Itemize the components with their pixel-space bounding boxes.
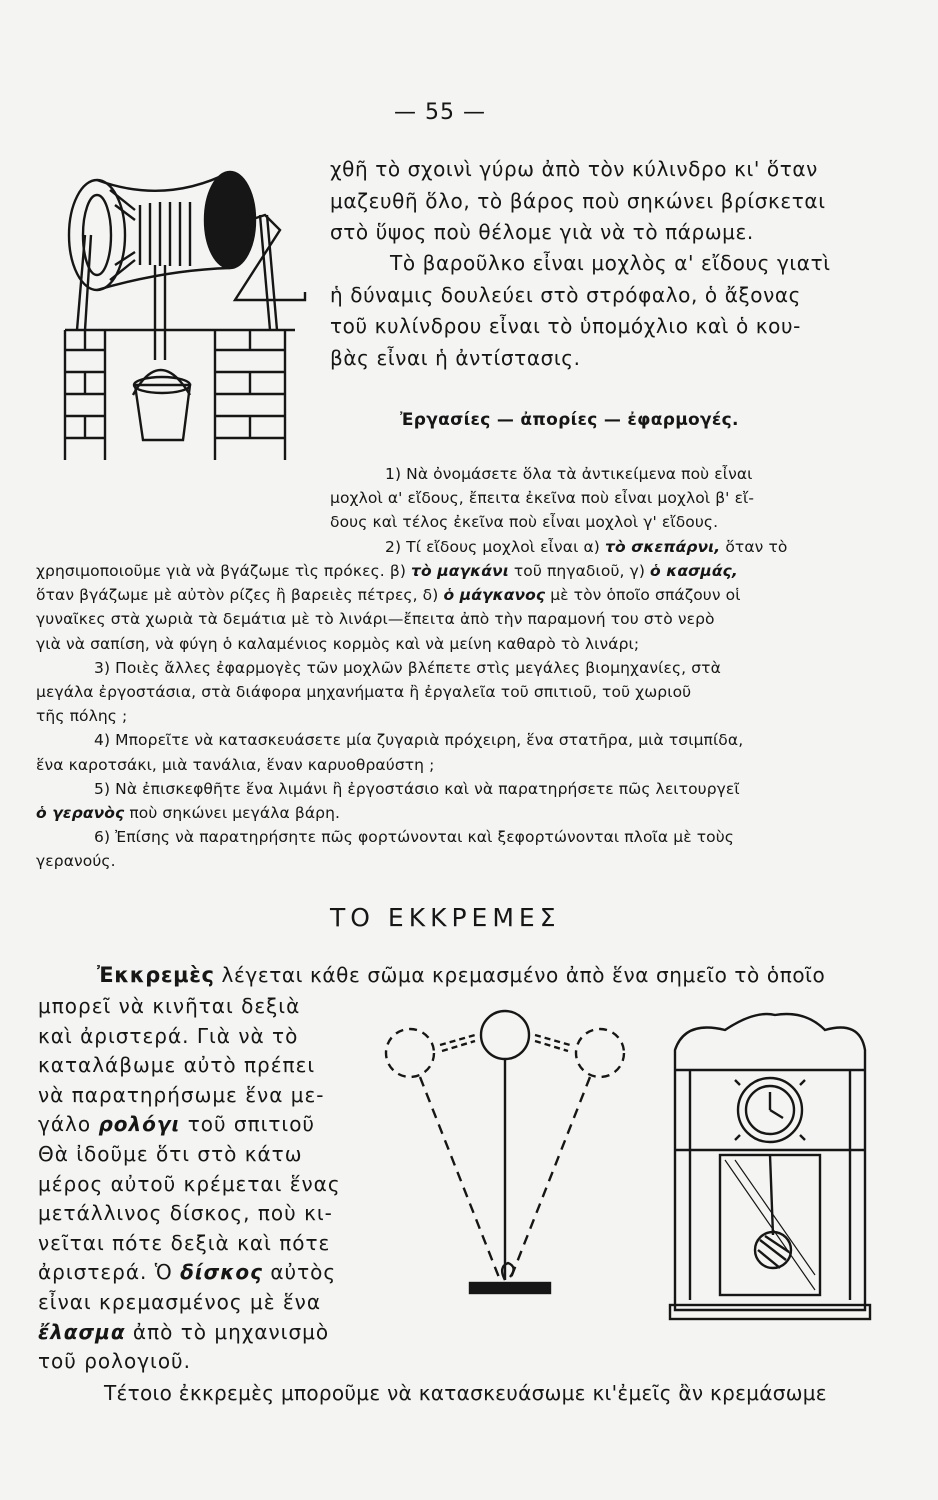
page-number: — 55 — [394, 100, 486, 125]
text-line: ἔλασμα ἀπὸ τὸ μηχανισμὸ [38, 1319, 330, 1344]
text-line: γιὰ νὰ σαπίση, νὰ φύγη ὁ καλαμένιος κορμὸς καὶ νὰ μείνη καθαρὸ τὸ λινάρι; [36, 634, 640, 653]
text-line: καὶ ἀριστερά. Γιὰ νὰ τὸ [38, 1023, 299, 1048]
text-line: νεῖται πότε δεξιὰ καὶ πότε [38, 1230, 331, 1255]
text-line: Θὰ ἰδοῦμε ὅτι στὸ κάτω [38, 1141, 303, 1166]
text-line: τοῦ ρολογιοῦ. [38, 1349, 191, 1374]
section-title: ΤΟ ΕΚΚΡΕΜΕΣ [330, 903, 561, 932]
text-line: νὰ παρατηρήσωμε ἕνα με- [38, 1082, 325, 1107]
text-line: 3) Ποιὲς ἄλλες ἐφαρμογὲς τῶν μοχλῶν βλέπετε στὶς μεγάλες βιομηχανίες, στὰ [94, 658, 721, 677]
text-line: μαζευθῆ ὅλο, τὸ βάρος ποὺ σηκώνει βρίσκεται [330, 188, 826, 213]
wall-clock-illustration [665, 1010, 875, 1330]
text-line: 5) Νὰ ἐπισκεφθῆτε ἕνα λιμάνι ἢ ἐργοστάσιο καὶ νὰ παρατηρήσετε πῶς λειτουργεῖ [94, 779, 740, 798]
text-line: χρησιμοποιοῦμε γιὰ νὰ βγάζωμε τὶς πρόκες. β) τὸ μαγκάνι τοῦ πηγαδιοῦ, γ) ὁ κασμάς, [36, 562, 738, 580]
text-line: ὅταν βγάζωμε μὲ αὐτὸν ρίζες ἢ βαρειὲς πέτρες, δ) ὁ μάγκανος μὲ τὸν ὁποῖο σπάζουν οἱ [36, 586, 741, 605]
text-line: μπορεῖ νὰ κινῆται δεξιὰ [38, 994, 301, 1018]
text-line: ἡ δύναμις δουλεύει στὸ στρόφαλο, ὁ ἄξονας [330, 282, 801, 307]
text-line: Τέτοιο ἐκκρεμὲς μποροῦμε νὰ κατασκευάσωμε κι'ἐμεῖς ἂν κρεμάσωμε [104, 1381, 827, 1405]
text-line: 2) Τί εἴδους μοχλοὶ εἶναι α) τὸ σκεπάρνι, ὅταν τὸ [385, 537, 788, 556]
exercises-heading: Ἐργασίες — ἀπορίες — ἐφαρμογές. [400, 410, 739, 430]
text-line: χθῆ τὸ σχοινὶ γύρω ἀπὸ τὸν κύλινδρο κι' ὅταν [330, 157, 818, 181]
pendulum-diagram [380, 1005, 640, 1325]
text-line: στὸ ὕψος ποὺ θέλομε γιὰ νὰ τὸ πάρωμε. [330, 220, 754, 245]
text-line: γάλο ρολόγι τοῦ σπιτιοῦ [38, 1112, 315, 1137]
text-line: γερανούς. [36, 852, 116, 871]
text-line: ἕνα καροτσάκι, μιὰ τανάλια, ἕναν καρυοθραύστη ; [36, 755, 435, 774]
text-line: καταλάβωμε αὐτὸ πρέπει [38, 1053, 316, 1078]
text-line: γυναῖκες στὰ χωριὰ τὰ δεμάτια μὲ τὸ λινάρι—ἔπειτα ἀπὸ τὴν παραμονή του στὸ νερὸ [36, 610, 715, 629]
text-line: Τὸ βαροῦλκο εἶναι μοχλὸς α' εἴδους γιατὶ [390, 251, 831, 275]
text-line: τοῦ κυλίνδρου εἶναι τὸ ὑπομόχλιο καὶ ὁ κου- [330, 314, 801, 339]
text-line: μοχλοὶ α' εἴδους, ἔπειτα ἐκεῖνα ποὺ εἶναι μοχλοὶ β' εἴ- [330, 489, 755, 508]
text-line: εἶναι κρεμασμένος μὲ ἕνα [38, 1289, 322, 1314]
text-line: 4) Μπορεῖτε νὰ κατασκευάσετε μία ζυγαριὰ πρόχειρη, ἕνα στατῆρα, μιὰ τσιμπίδα, [94, 731, 744, 750]
text-line: ἀριστερά. Ὁ δίσκος αὐτὸς [38, 1260, 337, 1285]
text-line: βὰς εἶναι ἡ ἀντίστασις. [330, 345, 581, 370]
term-pendulum: Ἐκκρεμὲς [97, 963, 215, 987]
text-line: 6) Ἐπίσης νὰ παρατηρήσητε πῶς φορτώνονται καὶ ξεφορτώνονται πλοῖα μὲ τοὺς [94, 828, 734, 847]
windlass-illustration [55, 160, 315, 490]
text-line: μεγάλα ἐργοστάσια, στὰ διάφορα μηχανήματα ἢ ἐργαλεῖα τοῦ σπιτιοῦ, τοῦ χωριοῦ [36, 683, 692, 702]
text-line: τῆς πόλης ; [36, 707, 128, 726]
text-line: μετάλλινος δίσκος, ποὺ κι- [38, 1201, 333, 1226]
text-line: λέγεται κάθε σῶμα κρεμασμένο ἀπὸ ἕνα σημεῖο τὸ ὁποῖο [221, 963, 826, 987]
text-line: δους καὶ τέλος ἐκεῖνα ποὺ εἶναι μοχλοὶ γ' εἴδους. [330, 513, 719, 532]
text-line: μέρος αὐτοῦ κρέμεται ἕνας [38, 1171, 341, 1196]
text-line: ὁ γερανὸς ποὺ σηκώνει μεγάλα βάρη. [36, 804, 341, 823]
text-line: 1) Νὰ ὀνομάσετε ὅλα τὰ ἀντικείμενα ποὺ εἶναι [385, 465, 753, 483]
